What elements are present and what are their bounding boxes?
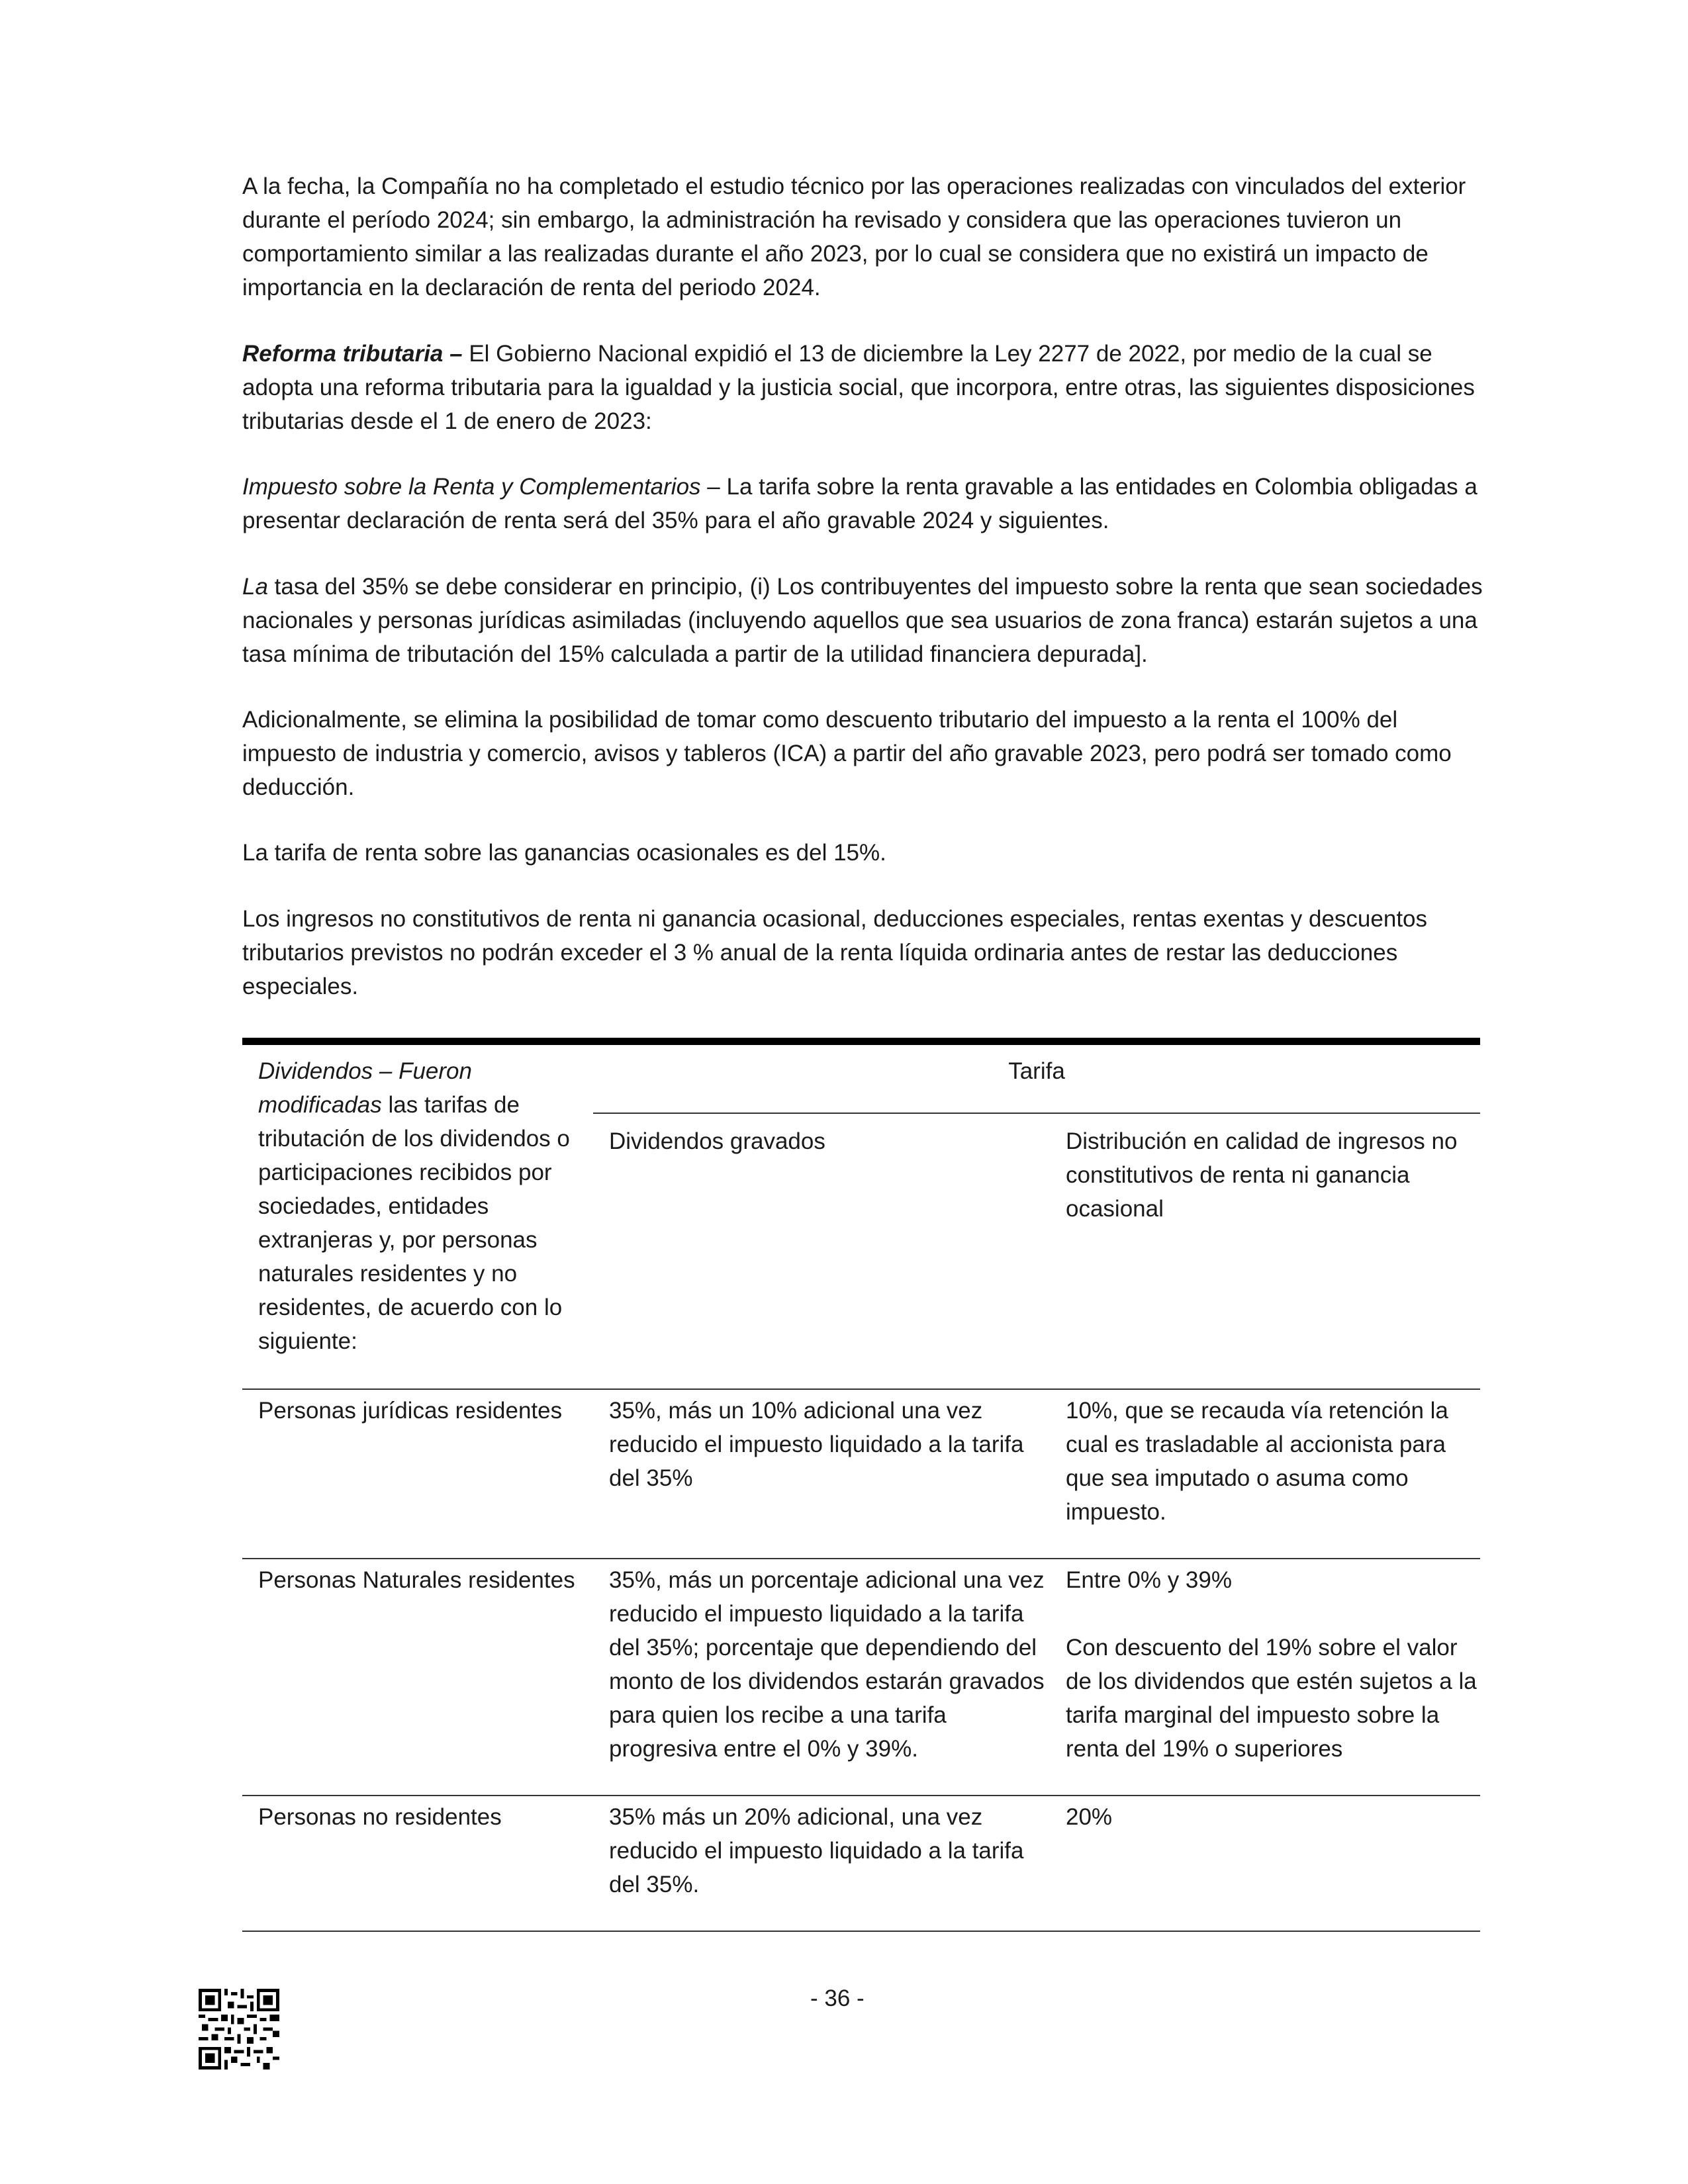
qr-code-icon [199,1989,279,2070]
tasa-minima-body: tasa del 35% se debe considerar en principio, (i) Los contribuyentes del impuesto sobre la renta que sean sociedades nacionales y personas jurídicas asimiladas (incluyendo aquellos que sea usuarios de zona franca) estarán sujetos a una tasa mínima de tributación del 15% calculada a partir de la utilidad financiera depurada]. [242,574,1483,667]
dividendos-description [242,1045,593,1389]
row-gravados: 35% más un 20% adicional, una vez reducido el impuesto liquidado a la tarifa del 35%. [593,1796,1050,1931]
row-distribucion: 20% [1050,1796,1480,1931]
row-distribucion [1050,1559,1480,1796]
dividendos-description-italic: Dividendos – Fueron modificadas [258,1058,472,1118]
table-row [242,1796,1480,1931]
col-distribucion-header: Distribución en calidad de ingresos no constitutivos de renta ni ganancia ocasional [1050,1113,1480,1389]
row-label: Personas jurídicas residentes [242,1389,593,1559]
table-row [242,1389,1480,1559]
paragraph-limite-deducciones: Los ingresos no constitutivos de renta ni ganancia ocasional, deducciones especiales, rentas exentas y descuentos tributarios previstos no podrán exceder el 3 % anual de la renta líquida ordinaria antes de restar las deducciones especiales. [242,906,1428,999]
reforma-tributaria-heading: Reforma tributaria – [242,341,463,367]
page-number: - 36 - [810,1985,865,2011]
paragraph-impuesto-renta [242,470,1487,537]
row-label: Personas no residentes [242,1796,593,1931]
table-header-row [242,1045,1480,1113]
row-gravados: 35%, más un 10% adicional una vez reducido el impuesto liquidado a la tarifa del 35% [593,1389,1050,1559]
impuesto-renta-heading: Impuesto sobre la Renta y Complementarios [242,474,701,500]
tasa-minima-lead: La [242,574,268,600]
paragraph-ganancias-ocasionales: La tarifa de renta sobre las ganancias ocasionales es del 15%. [242,840,886,866]
dividendos-table [242,1038,1480,1932]
col-dividendos-gravados-header: Dividendos gravados [593,1113,1050,1389]
row-distribucion-main: Entre 0% y 39% [1066,1567,1232,1593]
dividendos-description-text: las tarifas de tributación de los dividendos o participaciones recibidos por sociedades, entidades extranjeras y, por personas naturales residentes y no residentes, de acuerdo con lo siguiente: [258,1092,570,1354]
paragraph-reforma-tributaria [242,337,1487,438]
row-distribucion: 10%, que se recauda vía retención la cual es trasladable al accionista para que sea imputado o asuma como impuesto. [1050,1389,1480,1559]
reforma-tributaria-body: El Gobierno Nacional expidió el 13 de diciembre la Ley 2277 de 2022, por medio de la cual se adopta una reforma tributaria para la igualdad y la justicia social, que incorpora, entre otras, las siguientes disposiciones tributarias desde el 1 de enero de 2023: [242,341,1475,434]
row-distribucion-gap [1066,1597,1480,1631]
paragraph-estudio-tecnico: A la fecha, la Compañía no ha completado el estudio técnico por las operaciones realizadas con vinculados del exterior durante el período 2024; sin embargo, la administración ha revisado y considera que las operaciones tuvieron un comportamiento similar a las realizadas durante el año 2023, por lo cual se considera que no existirá un impacto de importancia en la declaración de renta del periodo 2024. [242,173,1466,300]
row-gravados: 35%, más un porcentaje adicional una vez reducido el impuesto liquidado a la tarifa del 35%; porcentaje que dependiendo del monto de los dividendos estarán gravados para quien los recibe a una tarifa progresiva entre el 0% y 39%. [593,1559,1050,1796]
row-label: Personas Naturales residentes [242,1559,593,1796]
paragraph-ica: Adicionalmente, se elimina la posibilidad de tomar como descuento tributario del impuesto a la renta el 100% del impuesto de industria y comercio, avisos y tableros (ICA) a partir del año gravable 2023, pero podrá ser tomado como deducción. [242,707,1452,800]
table-row [242,1559,1480,1796]
impuesto-renta-body: – La tarifa sobre la renta gravable a las entidades en Colombia obligadas a presentar declaración de renta será del 35% para el año gravable 2024 y siguientes. [242,474,1477,533]
paragraph-tasa-minima [242,570,1487,671]
row-distribucion-extra: Con descuento del 19% sobre el valor de los dividendos que estén sujetos a la tarifa marginal del impuesto sobre la renta del 19% o superiores [1066,1635,1477,1762]
tarifa-header: Tarifa [593,1045,1480,1113]
